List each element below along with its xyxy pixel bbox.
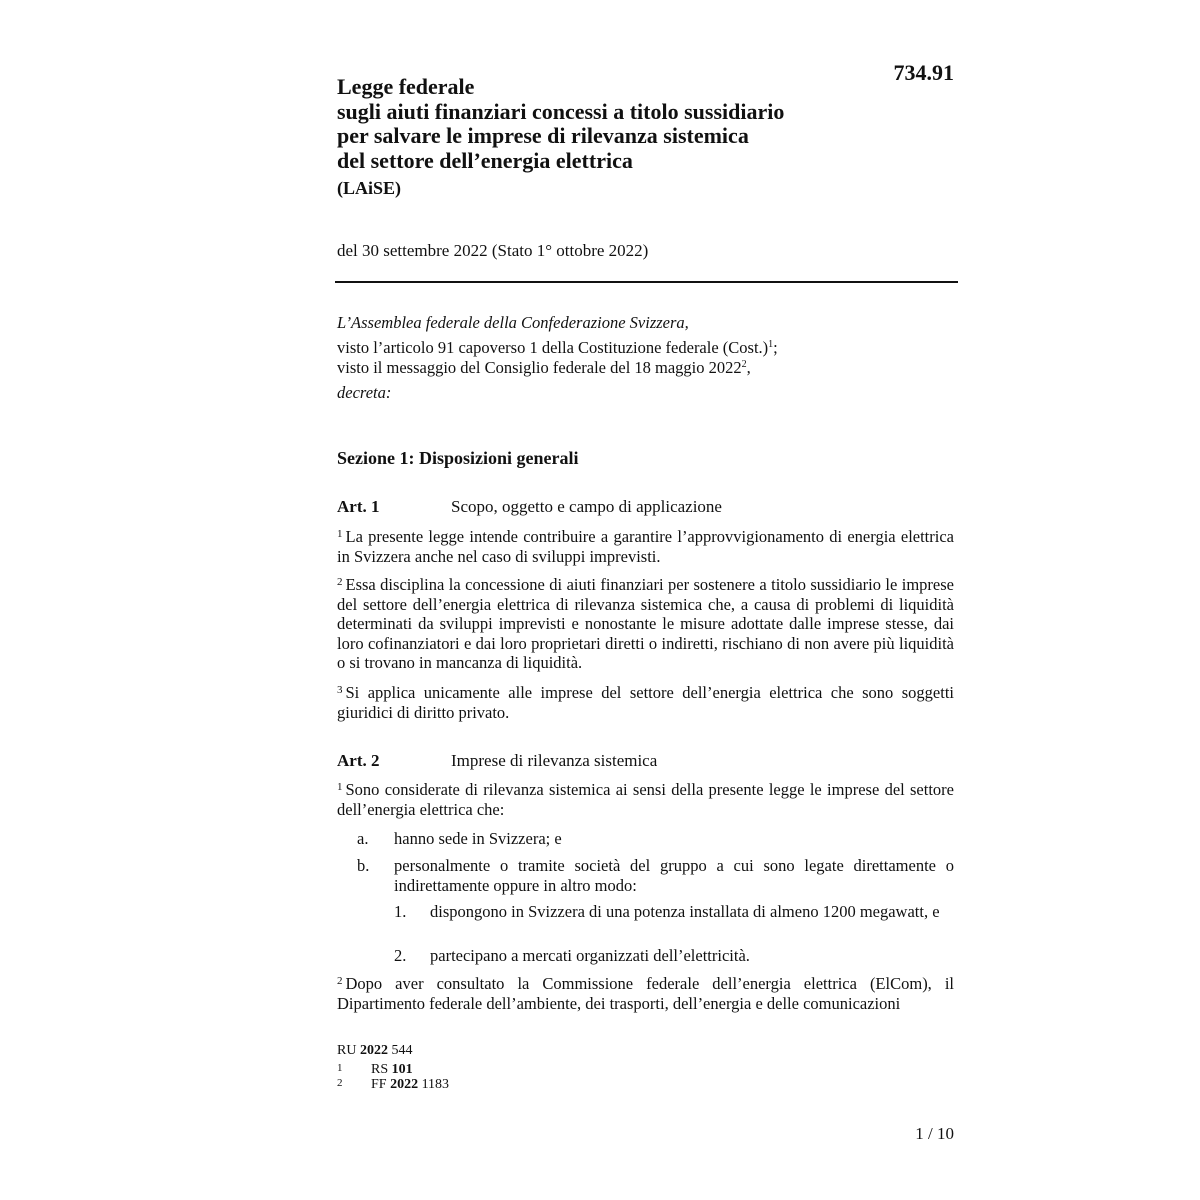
- article-number: Art. 2: [337, 751, 380, 770]
- ru-reference: RU 2022 544: [337, 1043, 413, 1058]
- article-number: Art. 1: [337, 497, 380, 516]
- footnote: 2 FF 2022 1183: [337, 1077, 450, 1092]
- paragraph: $^2$ Dopo aver consultato la Commissione federale dell’energia elettrica (ElCom), il Dipartimento federale dell’ambiente, dei trasporti, dell’energia e delle comunicazioni: [337, 974, 954, 1013]
- title-line: del settore dell’energia elettrica: [337, 147, 633, 173]
- article-title: Scopo, oggetto e campo di applicazione: [451, 497, 722, 516]
- paragraph: $^3$ Si applica unicamente alle imprese del settore dell’energia elettrica che sono soggetti giuridici di diritto privato.: [337, 683, 954, 722]
- document-number: 734.91: [893, 60, 954, 85]
- preamble-line-message: visto il messaggio del Consiglio federale del 18 maggio 2022$^2$,: [337, 358, 751, 377]
- law-title: [337, 75, 877, 173]
- section-title: Sezione 1: Disposizioni generali: [337, 448, 579, 468]
- document-page: 734.91 Legge federale sugli aiuti finanziari concessi a titolo sussidiario per salvare le imprese di rilevanza sistemica del settore dell’energia elettrica (LAiSE) del 30 settembre 2022 (Stato 1° ottobre 2022) L’Assemblea federale della Confederazione Svizzera, visto l’articolo 91 capoverso 1 della Costituzione federale (Cost.)$^1$; visto il messaggio del Consiglio federale del 18 maggio 2022$^2$, decreta: Sezione 1: Disposizioni generali Art. 1 Scopo, oggetto e campo di applicazione $^1$ La presente legge intende contribuire a garantire l’approvvigionamento di energia elettrica in Svizzera anche nel caso di sviluppi imprevisti. $^2$ Essa disciplina la concessione di aiuti finanziari per sostenere a titolo sussidiario le imprese del settore dell’energia elettrica di rilevanza sistemica che, a causa di problemi di liquidità determinati da sviluppi imprevisti e nonostante le misure adottate dalle imprese stesse, dai loro cofinanziatori e dai loro proprietari diretti o indiretti, rischiano di non avere più liquidità o si trovano in mancanza di liquidità. $^3$ Si applica unicamente alle imprese del settore dell’energia elettrica che sono soggetti giuridici di diritto privato. Art. 2 Imprese di rilevanza sistemica $^1$ Sono considerate di rilevanza sistemica ai sensi della presente legge le imprese del settore dell’energia elettrica che: a. hanno sede in Svizzera; e b. personalmente o tramite società del gruppo a cui sono legate direttamente o indirettamente oppure in altro modo: 1. dispongono in Svizzera di una potenza installata di almeno 1200 megawatt, e 2. partecipano a mercati organizzati dell’elettricità. $^2$ Dopo aver consultato la Commissione federale dell’energia elettrica (ElCom), il Dipartimento federale dell’ambiente, dei trasporti, dell’energia e delle comunicazioni RU 2022 544 1 RS 101 2 FF 2022 1183 1 / 10: [0, 0, 1200, 1200]
- footnote-ref[interactable]: 2: [741, 359, 747, 370]
- footnote: 1 RS 101: [337, 1062, 413, 1077]
- paragraph: $^1$ Sono considerate di rilevanza sistemica ai sensi della presente legge le imprese del settore dell’energia elettrica che:: [337, 780, 954, 819]
- title-line: Legge federale: [337, 74, 475, 99]
- title-line: sugli aiuti finanziari concessi a titolo sussidiario: [337, 98, 785, 124]
- law-date: del 30 settembre 2022 (Stato 1° ottobre 2022): [337, 241, 649, 260]
- preamble-line-constitution: visto l’articolo 91 capoverso 1 della Costituzione federale (Cost.)$^1$;: [337, 337, 778, 357]
- preamble-assembly: L’Assemblea federale della Confederazione Svizzera,: [337, 313, 689, 332]
- article-heading: [337, 497, 722, 517]
- article-title: Imprese di rilevanza sistemica: [451, 751, 658, 770]
- paragraph: $^2$ Essa disciplina la concessione di aiuti finanziari per sostenere a titolo sussidiario le imprese del settore dell’energia elettrica di rilevanza sistemica che, a causa di problemi di liquidità determinati da sviluppi imprevisti e nonostante le misure adottate dalle imprese stesse, dai loro cofinanziatori e dai loro proprietari diretti o indiretti, rischiano di non avere più liquidità o si trovano in mancanza di liquidità.: [337, 575, 954, 673]
- footnote-ref[interactable]: 1: [768, 338, 774, 350]
- preamble-decree: decreta:: [337, 382, 392, 402]
- header-divider: [335, 281, 958, 283]
- paragraph: $^1$ La presente legge intende contribuire a garantire l’approvvigionamento di energia elettrica in Svizzera anche nel caso di sviluppi imprevisti.: [337, 527, 954, 566]
- title-line: per salvare le imprese di rilevanza sistemica: [337, 123, 749, 148]
- page-number: 1 / 10: [915, 1124, 954, 1143]
- footnotes: [337, 1043, 450, 1092]
- article-heading: [337, 751, 657, 771]
- law-abbreviation: (LAiSE): [337, 178, 402, 198]
- preamble: [337, 313, 957, 403]
